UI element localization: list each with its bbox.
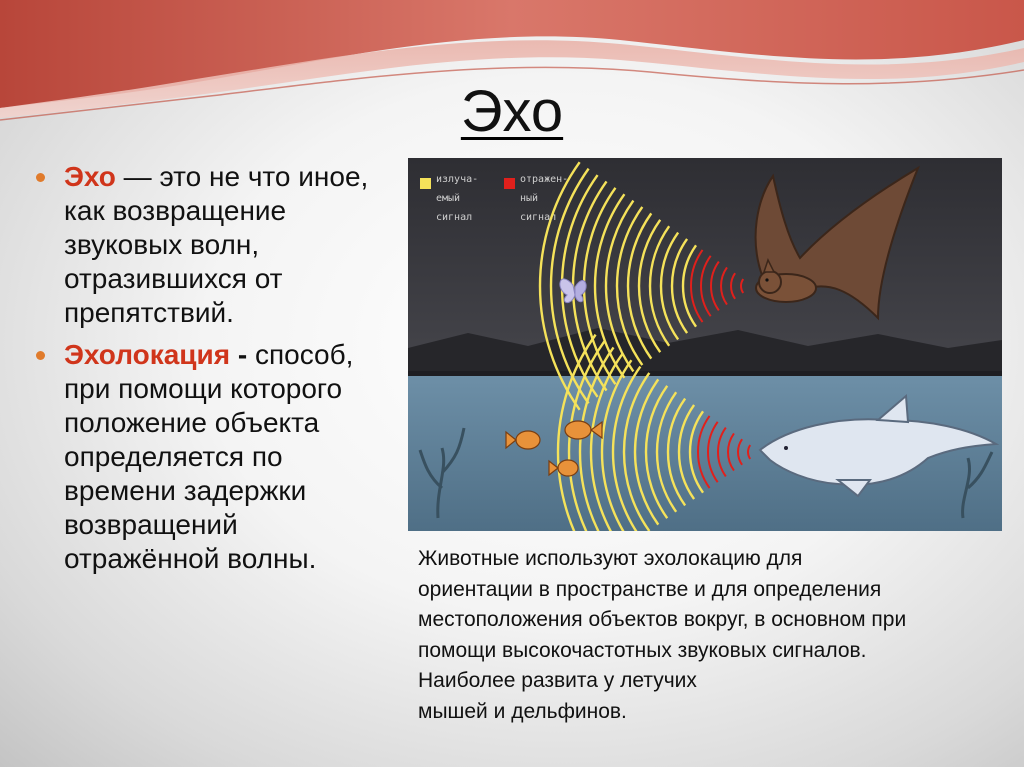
legend-reflected-line3: сигнал bbox=[520, 212, 557, 223]
legend-emitted-line3: сигнал bbox=[436, 212, 473, 223]
bullet-list bbox=[36, 160, 396, 576]
slide-title: Эхо bbox=[460, 79, 564, 144]
emitted-signal-icon bbox=[420, 178, 431, 189]
separator: - bbox=[230, 339, 255, 370]
definition-echo: это не что иное, как возвращение звуковых волн, отразившихся от препятствий. bbox=[64, 161, 369, 328]
caption: Животные используют эхолокацию для ориентации в пространстве и для определения местоположения объектов вокруг, в основном при помощи высокочастотных звуковых сигналов. Наиболее развита у летучих мышей и дельфинов. bbox=[418, 547, 907, 723]
legend-reflected-line2: ный bbox=[520, 193, 539, 204]
reflected-signal-icon bbox=[504, 178, 515, 189]
bullet-dot-icon bbox=[36, 173, 45, 182]
legend-emitted-line1: излуча- bbox=[436, 174, 479, 185]
bullet-echo bbox=[36, 160, 396, 330]
separator: — bbox=[115, 161, 160, 192]
echolocation-illustration bbox=[408, 158, 1002, 531]
bullet-dot-icon bbox=[36, 351, 45, 360]
legend-reflected-line1: отражен- bbox=[520, 174, 569, 185]
term-echo: Эхо bbox=[64, 161, 116, 192]
bullet-echolocation bbox=[36, 338, 396, 576]
term-echolocation: Эхолокация bbox=[64, 339, 231, 370]
definition-echolocation: способ, при помощи которого положение объекта определяется по времени задержки возвращений отражённой волны. bbox=[64, 339, 354, 574]
legend-emitted-line2: емый bbox=[436, 193, 461, 204]
